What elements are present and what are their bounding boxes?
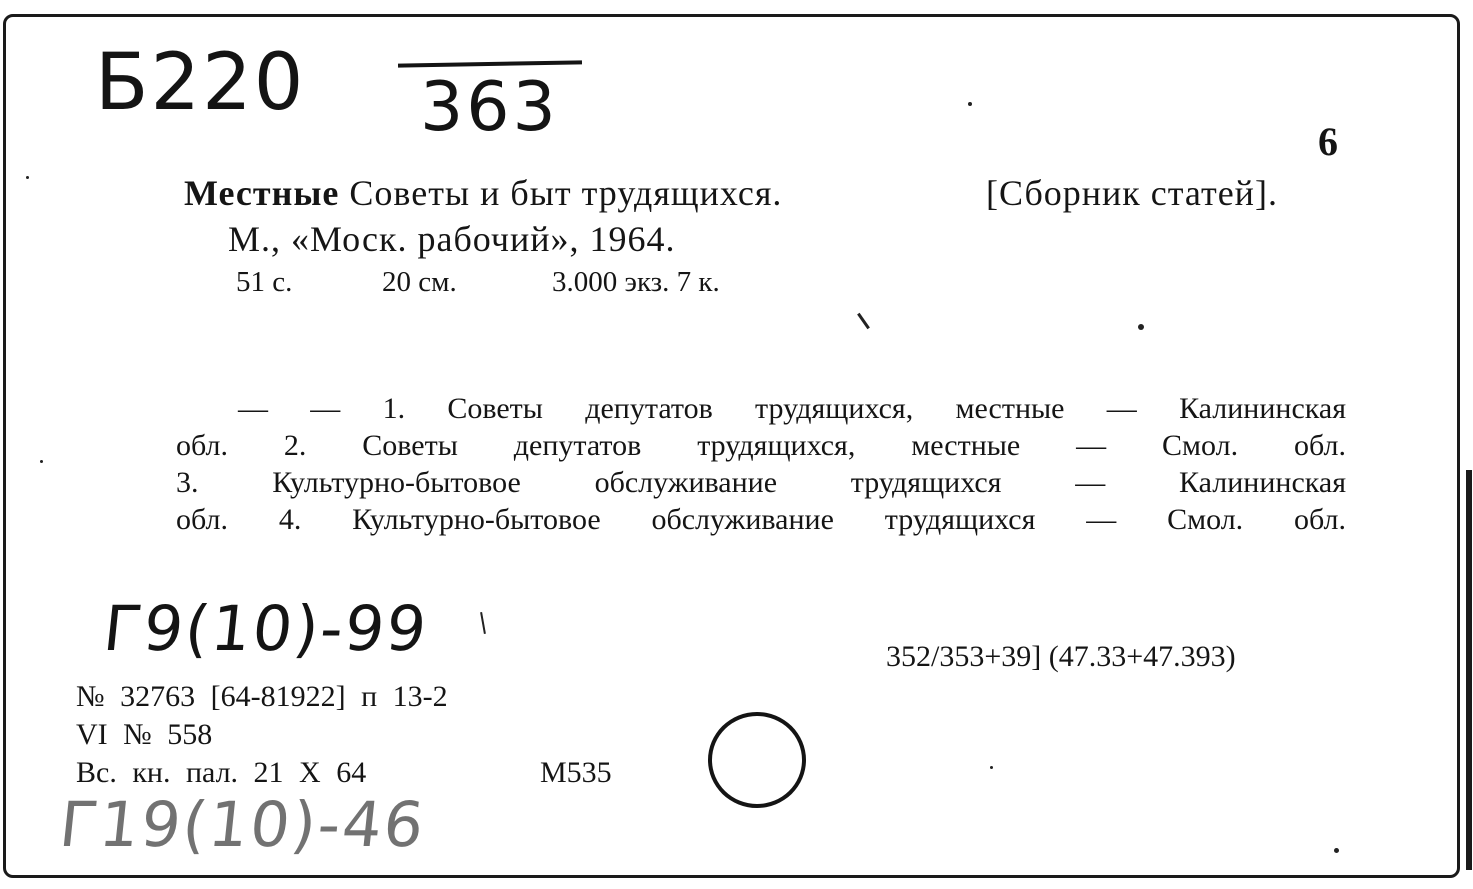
card-hole-circle — [708, 712, 806, 808]
print-code: М535 — [540, 756, 612, 789]
pages: 51 с. — [236, 266, 293, 298]
subject-heading-line-1: — — 1. Советы депутатов трудящихся, местные — Калининская — [238, 392, 1346, 425]
handwritten-shelf-code: Г9(10)-99 — [100, 592, 432, 665]
card-number: 6 — [1318, 119, 1338, 164]
imprint: М., «Моск. рабочий», 1964. — [228, 219, 676, 259]
chamber-date-line: Вс. кн. пал. 21 Х 64 — [76, 756, 367, 789]
subject-heading-line-3: 3. Культурно-бытовое обслуживание трудящихся — Калининская — [176, 466, 1346, 499]
speck — [26, 176, 29, 179]
title-line — [184, 172, 782, 214]
card-edge-shadow — [1466, 470, 1472, 870]
record-number-line: № 32763 [64-81922] п 13-2 — [76, 680, 448, 713]
title-first-word: Местные — [184, 173, 340, 213]
size: 20 см. — [382, 266, 457, 298]
subject-heading-line-2: обл. 2. Советы депутатов трудящихся, местные — Смол. обл. — [176, 429, 1346, 462]
classification-index: 352/353+39] (47.33+47.393) — [886, 640, 1236, 673]
title-note: [Сборник статей]. — [986, 173, 1278, 213]
title-text: Советы и быт трудящихся. — [349, 173, 783, 213]
speck — [40, 460, 43, 463]
handwritten-call-number: Б220 — [95, 38, 306, 128]
speck — [1334, 848, 1339, 853]
handwritten-fraction-denominator: 363 — [420, 68, 559, 147]
speck — [968, 102, 972, 106]
speck — [990, 766, 993, 769]
handwritten-bottom-code: Г19(10)-46 — [56, 788, 430, 861]
copies-price: 3.000 экз. 7 к. — [552, 266, 720, 298]
subject-heading-line-4: обл. 4. Культурно-бытовое обслуживание трудящихся — Смол. обл. — [176, 503, 1346, 536]
speck — [1138, 324, 1144, 330]
series-number-line: VI № 558 — [76, 718, 213, 751]
